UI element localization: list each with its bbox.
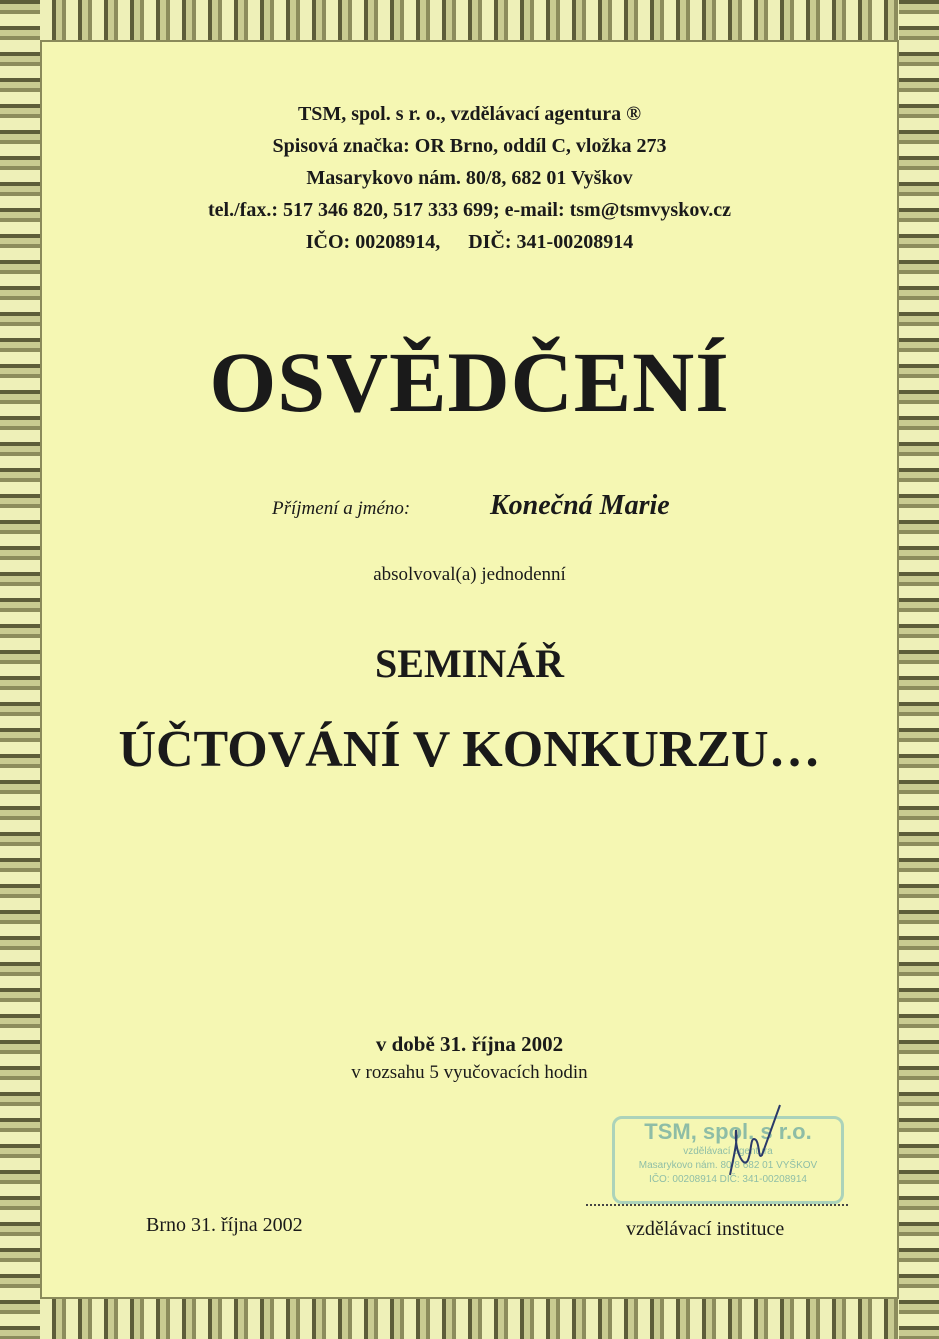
stamp-line-3: Masarykovo nám. 80/8 682 01 VYŠKOV [638, 1160, 818, 1171]
place-date: Brno 31. října 2002 [146, 1214, 303, 1236]
stamp-line-2: vzdělávací agentura [683, 1146, 773, 1157]
name-row [0, 490, 939, 530]
registration: Spisová značka: OR Brno, oddíl C, vložka 273 [272, 135, 667, 157]
stamp-line-4: IČO: 00208914 DIČ: 341-00208914 [649, 1174, 807, 1185]
address: Masarykovo nám. 80/8, 682 01 Vyškov [306, 167, 633, 189]
seminar-topic: ÚČTOVÁNÍ V KONKURZU… [118, 721, 821, 778]
stamp-line-1: TSM, spol. s r.o. [644, 1119, 812, 1144]
seminar-heading: SEMINÁŘ [375, 641, 564, 686]
seminar-date: v době 31. října 2002 [375, 1032, 564, 1056]
issuer-header [60, 98, 879, 258]
completed-text: absolvoval(a) jednodenní [373, 564, 566, 585]
tax-ids [60, 226, 879, 258]
institution-label: vzdělávací instituce [626, 1218, 785, 1240]
seminar-hours: v rozsahu 5 vyučovacích hodin [351, 1062, 588, 1083]
signature-line [586, 1204, 848, 1206]
signature-icon [700, 1100, 800, 1190]
ico: IČO: 00208914, [305, 231, 441, 253]
issuer-name: TSM, spol. s r. o., vzdělávací agentura ® [297, 103, 642, 125]
ornamental-border-top [0, 0, 939, 40]
contact: tel./fax.: 517 346 820, 517 333 699; e-mail: tsm@tsmvyskov.cz [208, 199, 731, 221]
name-value: Konečná Marie [490, 490, 670, 521]
dic: DIČ: 341-00208914 [468, 231, 634, 253]
certificate-title: OSVĚDČENÍ [209, 334, 730, 430]
name-label: Příjmení a jméno: [272, 498, 411, 519]
ornamental-border-bottom [0, 1299, 939, 1339]
